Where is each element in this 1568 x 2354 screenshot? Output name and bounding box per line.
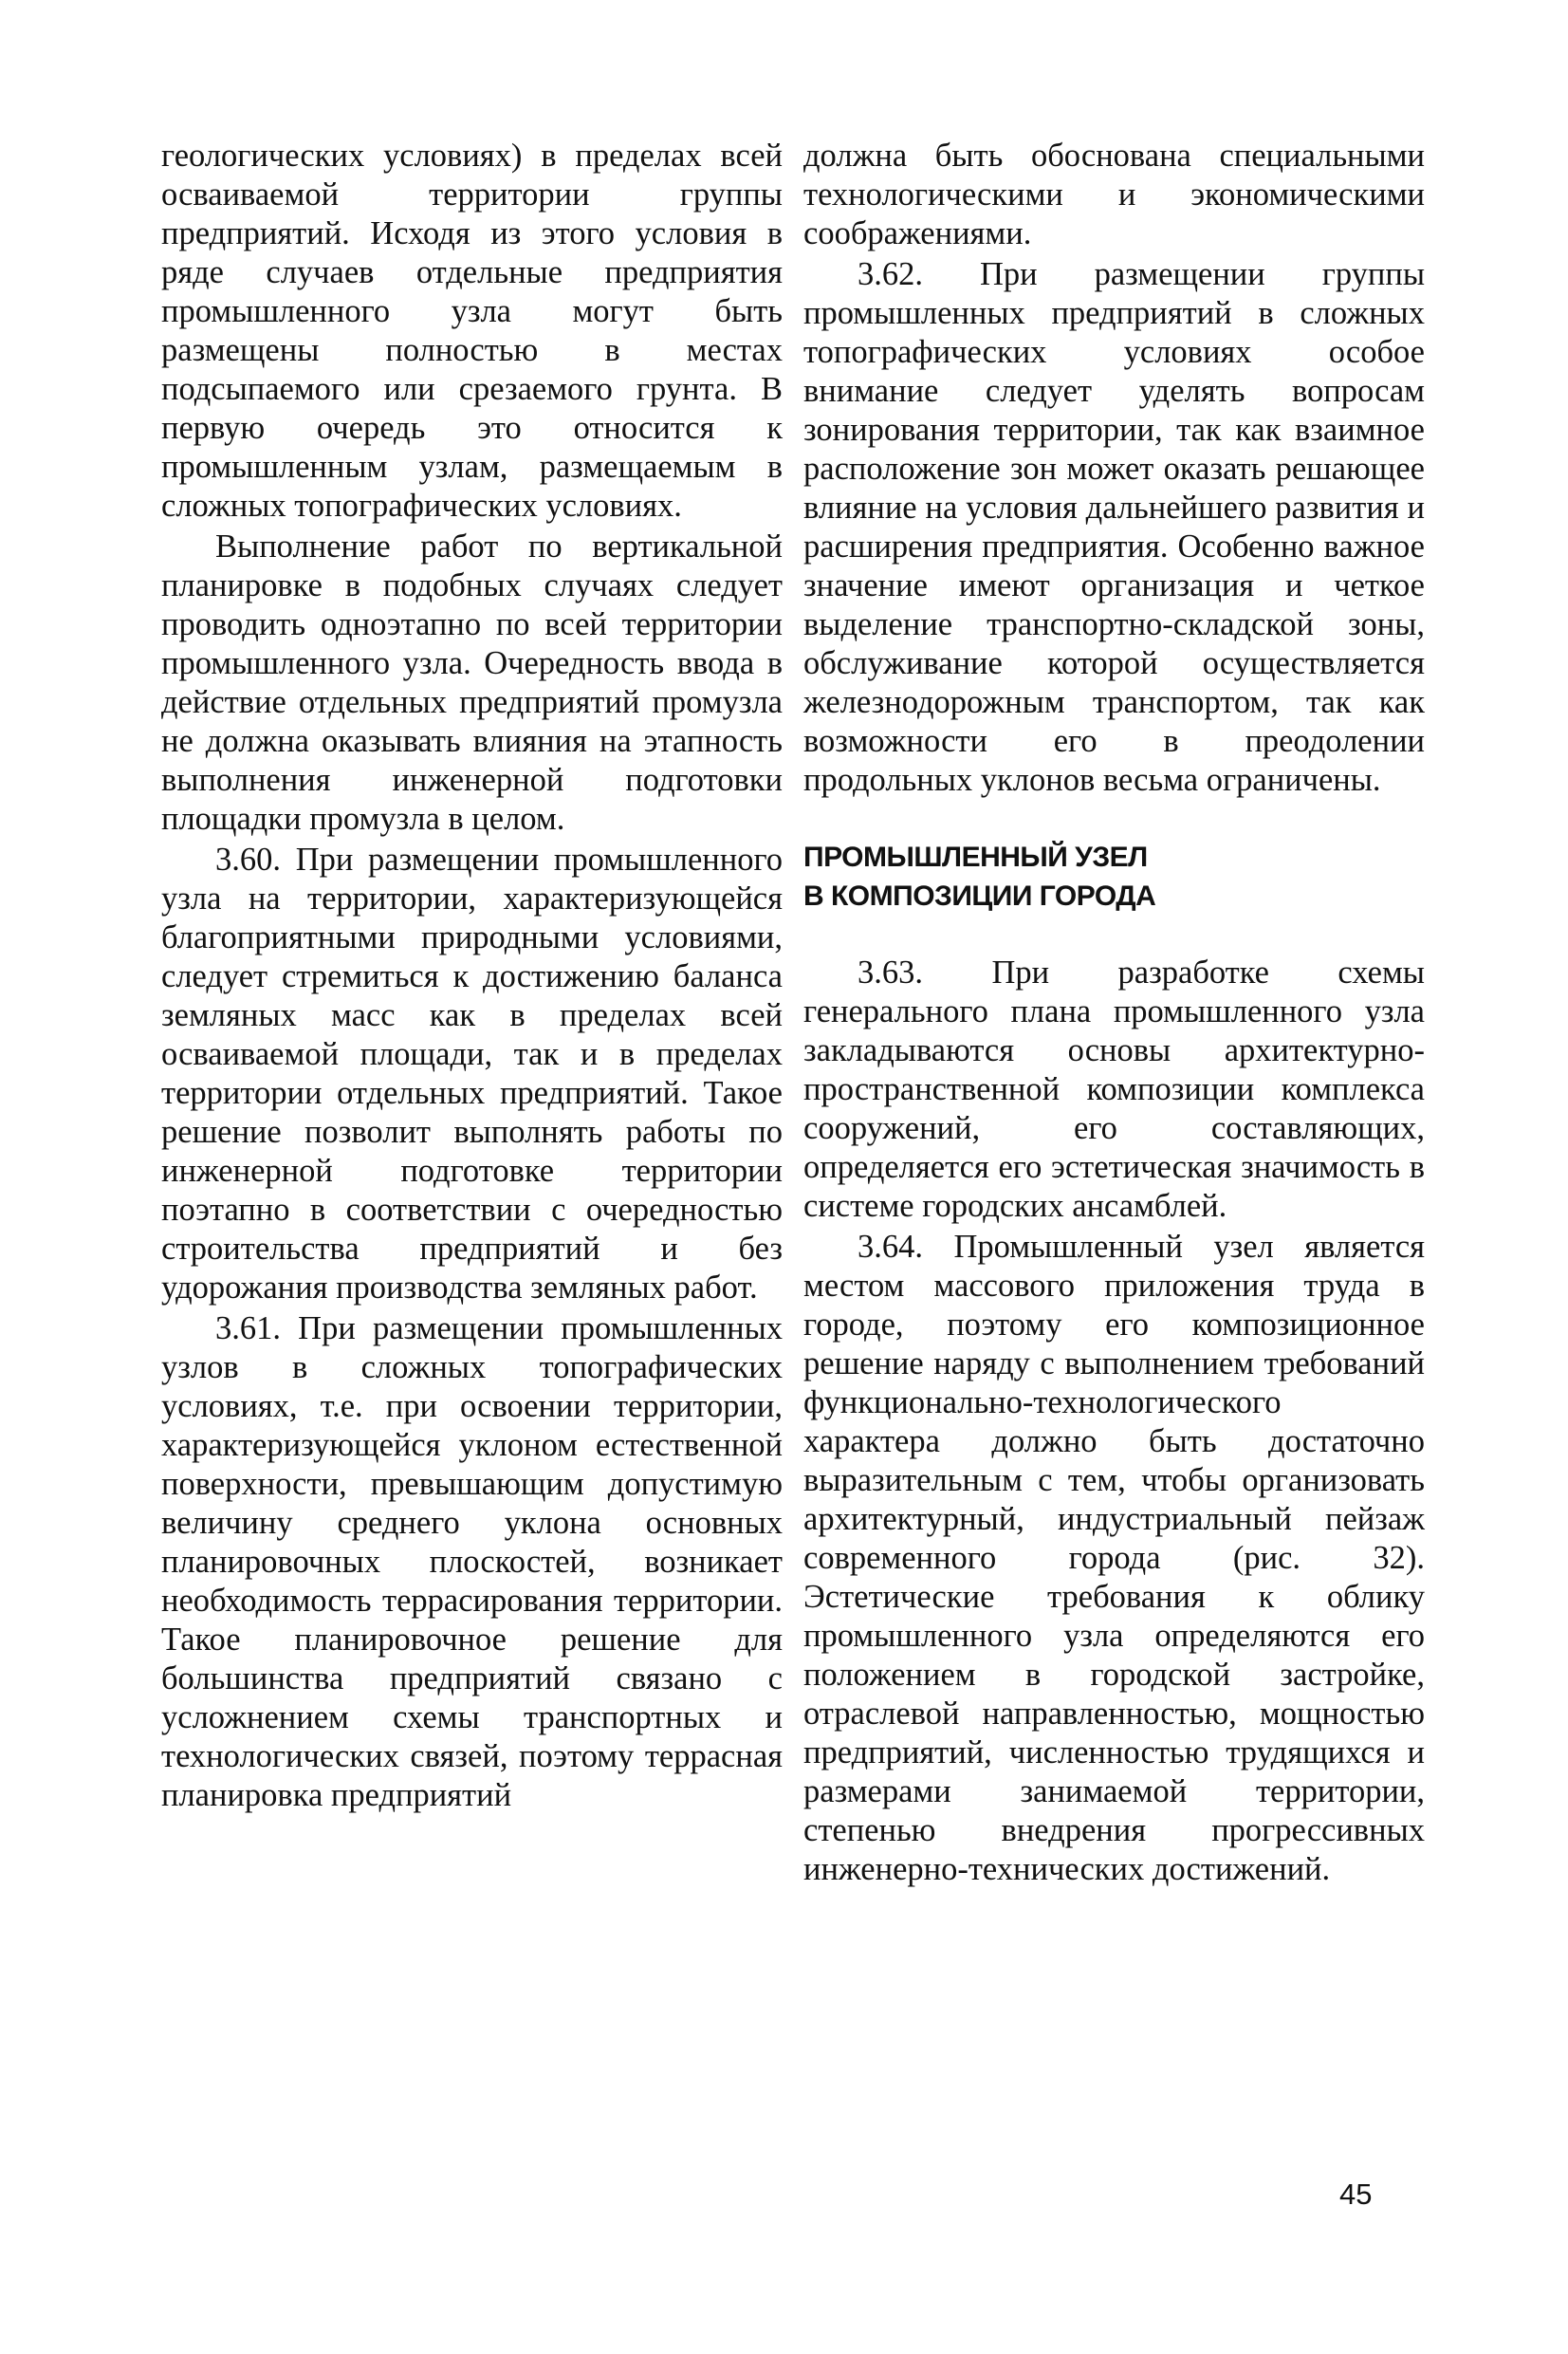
clause-3-64 <box>803 1228 1425 1889</box>
clause-text: При размещении промышленных узлов в сложных топографических условиях, т.е. при освоении территории, характеризующейся уклоном естественной поверхности, превышающим допустимую величину среднего уклона основных планировочных плоскостей, возникает необходимость террасирования территории. Такое планировочное решение для большинства предприятий связано с усложнением схемы транспортных и технологических связей, поэтому террасная планировка предприятий <box>161 1310 784 1813</box>
clause-number: 3.61. <box>215 1310 281 1346</box>
page-number: 45 <box>1339 2178 1373 2211</box>
section-heading-line-1: ПРОМЫШЛЕННЫЙ УЗЕЛ <box>803 842 1148 873</box>
clause-text: Промышленный узел является местом массового приложения труда в городе, поэтому его композиционное решение наряду с выполнением требований функционально-технологического характера должно быть достаточно выразительным с тем, чтобы организовать архитектурный, индустриальный пейзаж современного города (рис. 32). Эстетические требования к облику промышленного узла определяются его положением в городской застройке, отраслевой направленностью, мощностью предприятий, численностью трудящихся и размерами занимаемой территории, степенью внедрения прогрессивных инженерно-технических достижений. <box>803 1229 1426 1887</box>
clause-text: При размещении группы промышленных предприятий в сложных топографических условиях особое внимание следует уделять вопросам зонирования территории, так как взаимное расположение зон может оказать решающее влияние на условия дальнейшего развития и расширения предприятия. Особенно важное значение имеют организация и четкое выделение транспортно-складской зоны, обслуживание которой осуществляется железнодорожным транспортом, так как возможности его в преодолении продольных уклонов весьма ограничены. <box>803 256 1425 798</box>
clause-number: 3.60. <box>215 842 281 878</box>
left-paragraph-vertical-planning: Выполнение работ по вертикальной планировке в подобных случаях следует проводить одноэтапно по всей территории промышленного узла. Очередность ввода в действие отдельных предприятий промузла не должна оказывать влияния на этапность выполнения инженерной подготовки площадки промузла в целом. <box>161 528 783 837</box>
left-paragraph-continuation: геологических условиях) в пределах всей осваиваемой территории группы предприятий. Исходя из этого условия в ряде случаев отдельные предприятия промышленного узла могут быть размещены полностью в местах подсыпаемого или срезаемого грунта. В первую очередь это относится к промышленным узлам, размещаемым в сложных топографических условиях. <box>161 138 783 524</box>
section-heading-line-2: В КОМПОЗИЦИИ ГОРОДА <box>803 880 1156 912</box>
clause-text: При разработке схемы генерального плана промышленного узла закладываются основы архитектурно-пространственной композиции комплекса сооружений, его составляющих, определяется его эстетическая значимость в системе городских ансамблей. <box>803 955 1425 1224</box>
right-column <box>803 137 1425 1889</box>
clause-number: 3.62. <box>858 256 923 292</box>
left-column <box>161 137 783 1815</box>
section-heading <box>803 838 1425 916</box>
clause-number: 3.64. <box>858 1229 923 1265</box>
clause-3-62 <box>803 255 1425 800</box>
clause-3-60 <box>161 841 783 1307</box>
clause-number: 3.63. <box>858 955 923 991</box>
clause-text: При размещении промышленного узла на территории, характеризующейся благоприятными природными условиями, следует стремиться к достижению баланса земляных масс как в пределах всей осваиваемой площади, так и в пределах территории отдельных предприятий. Такое решение позволит выполнять работы по инженерной подготовке территории поэтапно в соответствии с очередностью строительства предприятий и без удорожания производства земляных работ. <box>161 842 784 1306</box>
right-paragraph-continuation: должна быть обоснована специальными технологическими и экономическими соображениями. <box>803 138 1425 251</box>
clause-3-63 <box>803 954 1425 1226</box>
clause-3-61 <box>161 1309 783 1815</box>
